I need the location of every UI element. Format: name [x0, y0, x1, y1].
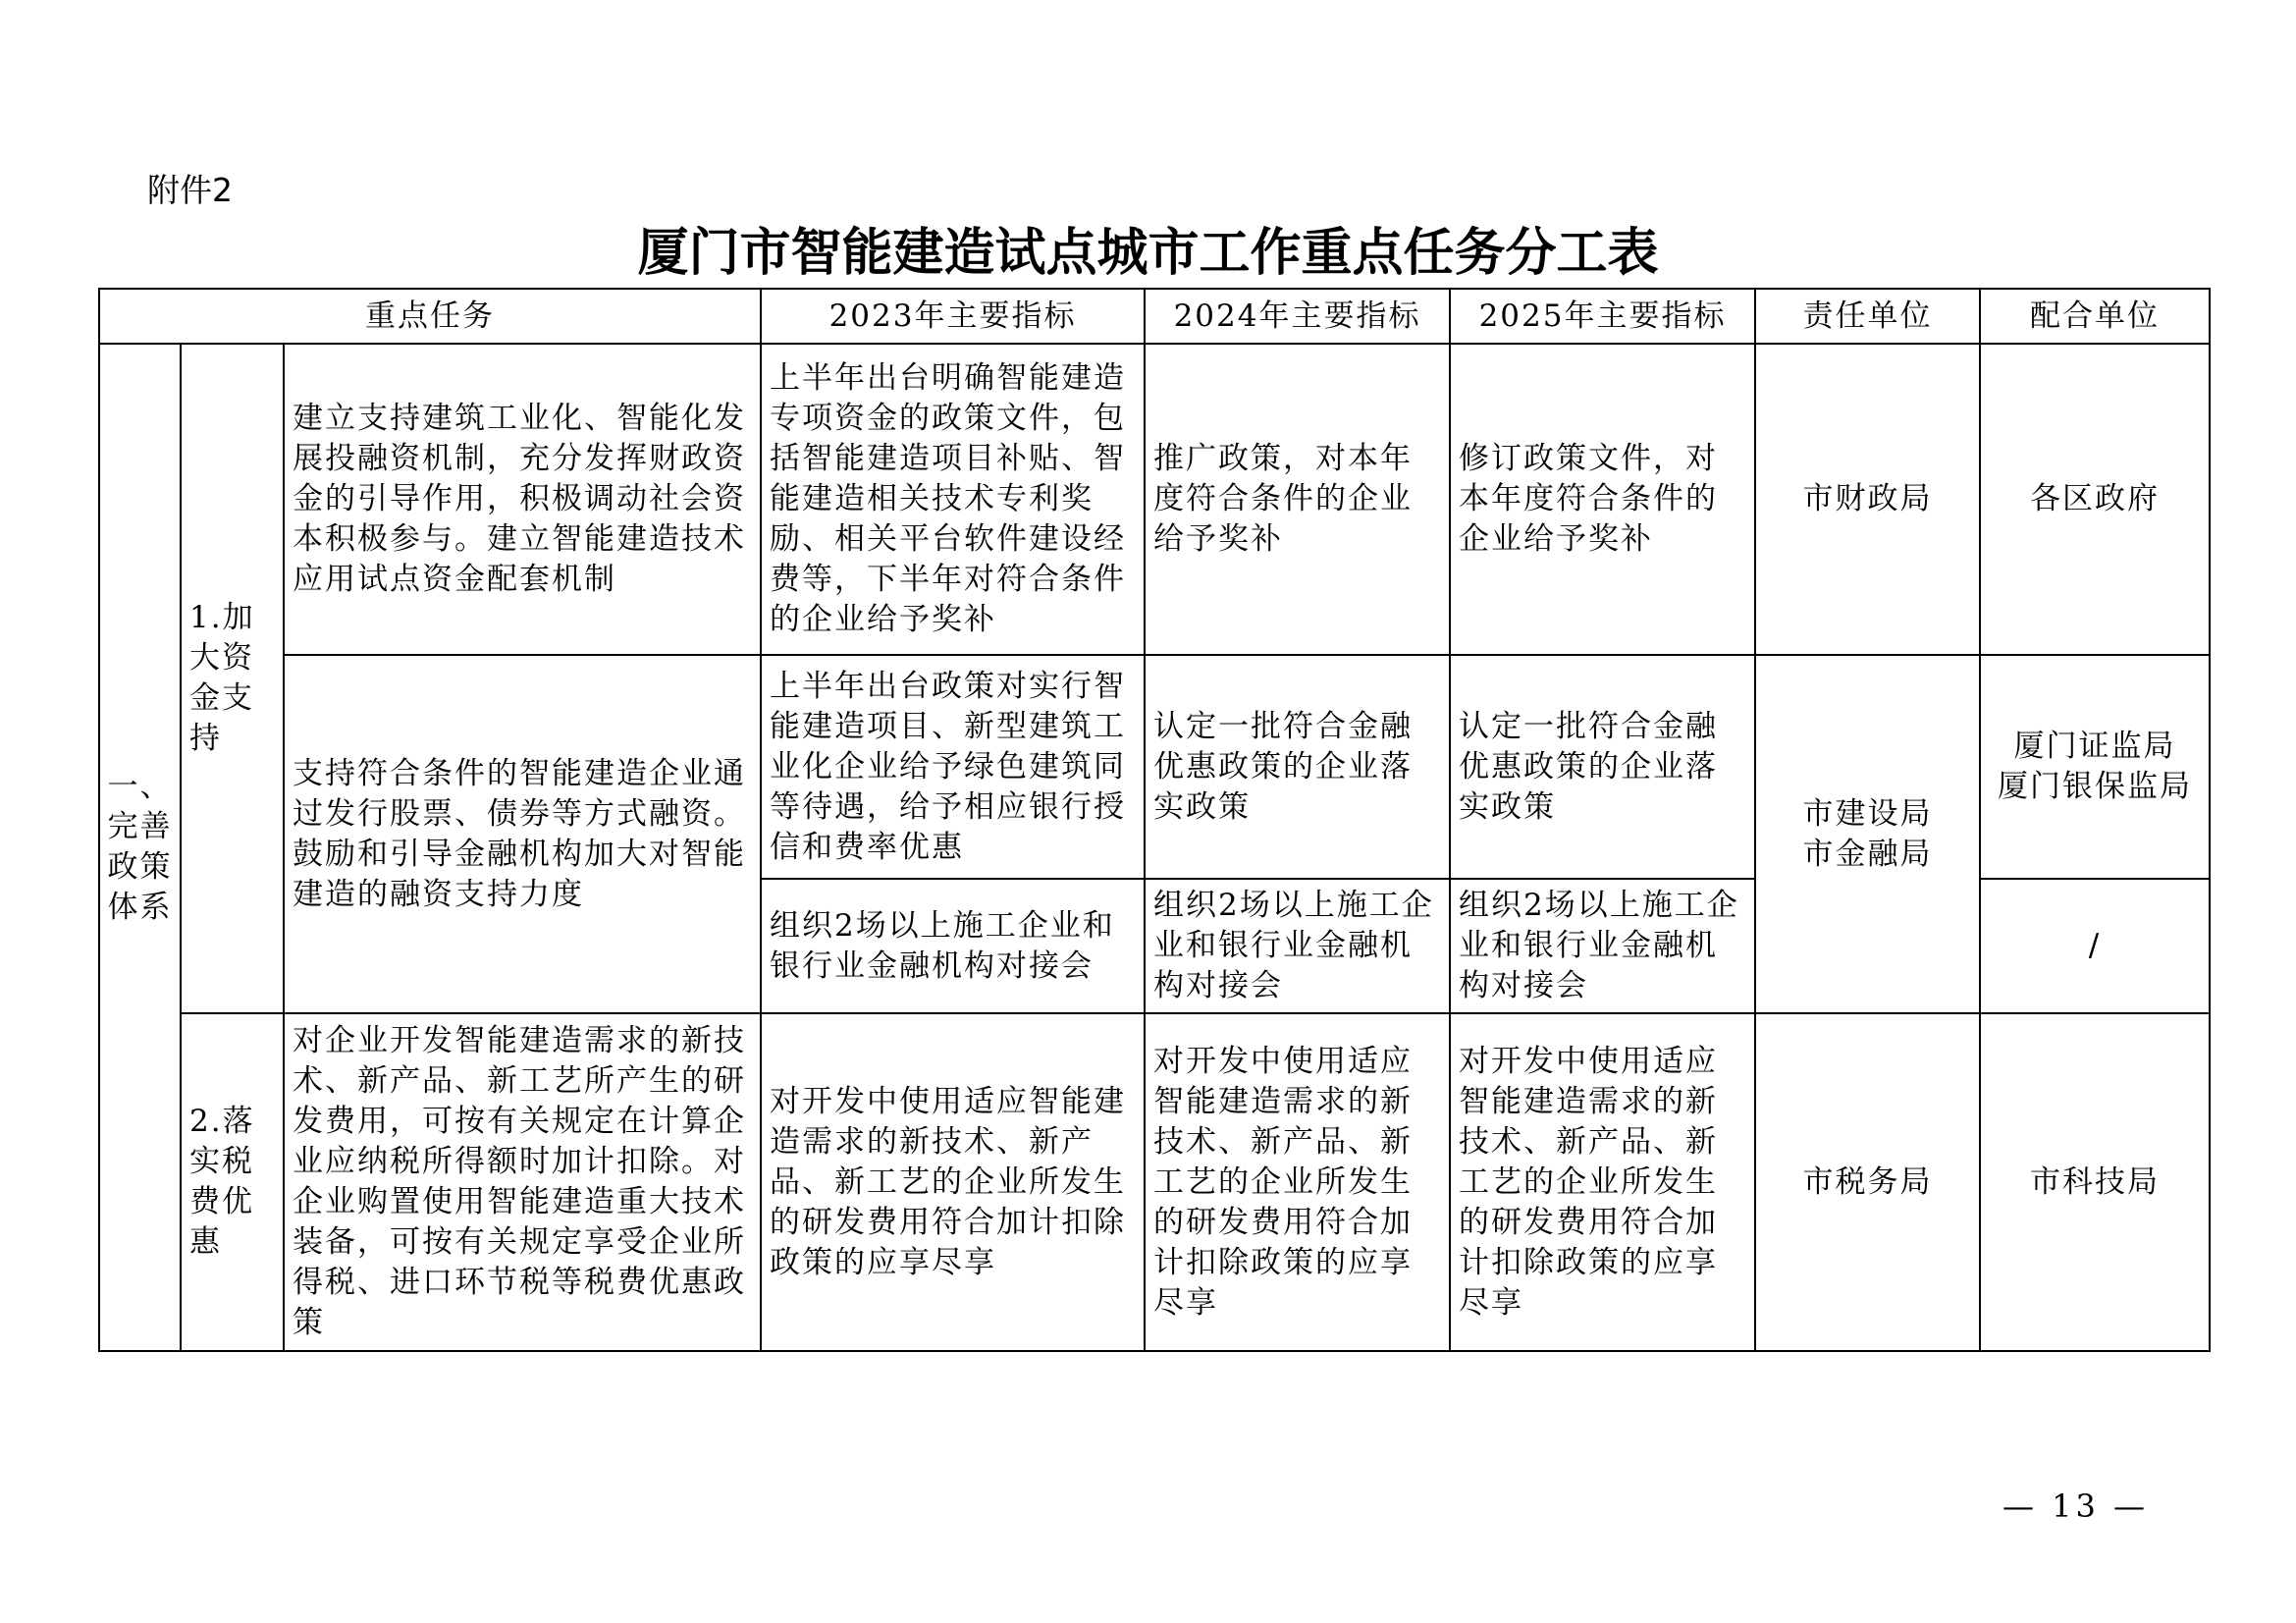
category-cell: 一、完善政策体系: [99, 344, 181, 1351]
indicator-2024: 推广政策，对本年度符合条件的企业给予奖补: [1145, 344, 1450, 655]
header-coop-unit: 配合单位: [1980, 289, 2210, 344]
table-header-row: [99, 289, 2210, 344]
indicator-2025: 对开发中使用适应智能建造需求的新技术、新产品、新工艺的企业所发生的研发费用符合加计扣除政策的应享尽享: [1450, 1013, 1755, 1351]
task-cell: 支持符合条件的智能建造企业通过发行股票、债券等方式融资。鼓励和引导金融机构加大对智能建造的融资支持力度: [284, 655, 761, 1013]
subcategory-tax: 2.落实税费优惠: [181, 1013, 284, 1351]
task-table: [98, 288, 2211, 1352]
subcategory-funding: 1.加大资金支持: [181, 344, 284, 1013]
header-2025: 2025年主要指标: [1450, 289, 1755, 344]
lead-unit-line: 市建设局: [1802, 795, 1933, 832]
indicator-2025: 修订政策文件，对本年度符合条件的企业给予奖补: [1450, 344, 1755, 655]
indicator-2023: 对开发中使用适应智能建造需求的新技术、新产品、新工艺的企业所发生的研发费用符合加计扣除政策的应享尽享: [761, 1013, 1145, 1351]
lead-unit: [1755, 655, 1980, 1013]
indicator-2023: 上半年出台政策对实行智能建造项目、新型建筑工业化企业给予绿色建筑同等待遇，给予相应银行授信和费率优惠: [761, 655, 1145, 879]
indicator-2025: 组织2场以上施工企业和银行业金融机构对接会: [1450, 879, 1755, 1013]
coop-unit-line: 厦门证监局: [2013, 729, 2176, 764]
lead-unit: 市财政局: [1755, 344, 1980, 655]
annex-label: 附件2: [147, 171, 233, 209]
coop-unit: 各区政府: [1980, 344, 2210, 655]
page-number: — 13 —: [2002, 1488, 2149, 1525]
page-title: 厦门市智能建造试点城市工作重点任务分工表: [637, 224, 1659, 283]
indicator-2023: 组织2场以上施工企业和银行业金融机构对接会: [761, 879, 1145, 1013]
task-cell: 对企业开发智能建造需求的新技术、新产品、新工艺所产生的研发费用，可按有关规定在计算企业应纳税所得额时加计扣除。对企业购置使用智能建造重大技术装备，可按有关规定享受企业所得税、进口环节税等税费优惠政策: [284, 1013, 761, 1351]
indicator-2024: 认定一批符合金融优惠政策的企业落实政策: [1145, 655, 1450, 879]
coop-unit: [1980, 655, 2210, 879]
table-row: [99, 1013, 2210, 1351]
indicator-2024: 组织2场以上施工企业和银行业金融机构对接会: [1145, 879, 1450, 1013]
lead-unit-line: 市金融局: [1802, 836, 1933, 872]
indicator-2024: 对开发中使用适应智能建造需求的新技术、新产品、新工艺的企业所发生的研发费用符合加计扣除政策的应享尽享: [1145, 1013, 1450, 1351]
coop-unit: /: [1980, 879, 2210, 1013]
header-2024: 2024年主要指标: [1145, 289, 1450, 344]
header-task: 重点任务: [99, 289, 761, 344]
table-row: [99, 655, 2210, 879]
coop-unit-line: 厦门银保监局: [1998, 769, 2193, 804]
header-2023: 2023年主要指标: [761, 289, 1145, 344]
indicator-2023: 上半年出台明确智能建造专项资金的政策文件，包括智能建造项目补贴、智能建造相关技术专利奖励、相关平台软件建设经费等，下半年对符合条件的企业给予奖补: [761, 344, 1145, 655]
lead-unit: 市税务局: [1755, 1013, 1980, 1351]
table-row: [99, 344, 2210, 655]
header-lead-unit: 责任单位: [1755, 289, 1980, 344]
indicator-2025: 认定一批符合金融优惠政策的企业落实政策: [1450, 655, 1755, 879]
task-cell: 建立支持建筑工业化、智能化发展投融资机制，充分发挥财政资金的引导作用，积极调动社会资本积极参与。建立智能建造技术应用试点资金配套机制: [284, 344, 761, 655]
coop-unit: 市科技局: [1980, 1013, 2210, 1351]
